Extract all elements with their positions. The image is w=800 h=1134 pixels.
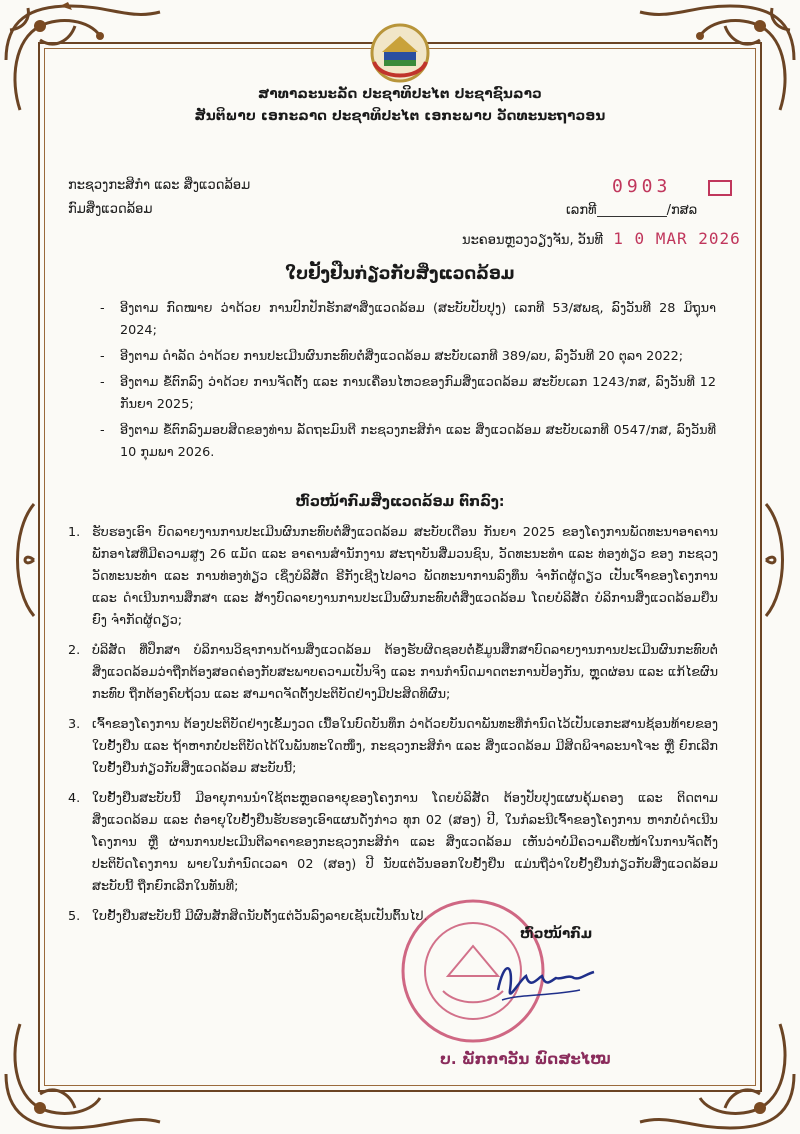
reference-item: - ອີງຕາມ ຂໍ້ຕົກລົງມອບສິດຂອງທ່ານ ລັດຖະມົນຕີ ກະຊວງກະສິກຳ ແລະ ສິ່ງແວດລ້ອມ ສະບັບເລກທີ 0547/ກສ, ລົງວັນທີ 10 ກຸມພາ 2026. (100, 423, 716, 460)
document-title: ໃບຢັ້ງຢືນກ່ຽວກັບສິ່ງແວດລ້ອມ (285, 264, 515, 283)
place-and-date (462, 229, 741, 248)
article-item (68, 788, 718, 898)
decision-heading: ຫົວໜ້າກົມສິ່ງແວດລ້ອມ ຕົກລົງ: (295, 494, 505, 510)
issuing-department: ກົມສິ່ງແວດລ້ອມ (68, 202, 153, 217)
article-text: ເຈົ້າຂອງໂຄງການ ຕ້ອງປະຕິບັດຢ່າງເຂັ້ມງວດ ເນື້ອໃນບົດບັນທຶກ ວ່າດ້ວຍບັນດາພັນທະທີ່ກຳນົດໄວ້ເປັນເອກະສານຊ້ອນທ້າຍຂອງໃບຢັ້ງຢືນ ແລະ ຖ້າຫາກບໍ່ປະຕິບັດໄດ້ໃນພັນທະໃດໜຶ່ງ, ກະຊວງກະສິກຳ ແລະ ສິ່ງແວດລ້ອມ ມີສິດພິຈາລະນາໂຈະ ຫຼື ຍົກເລີກໃບຢັ້ງຢືນກ່ຽວກັບສິ່ງແວດລ້ອມ ສະບັບນີ້; (92, 717, 718, 776)
handwritten-signature (490, 950, 600, 1010)
document-number-label: ເລກທີ (566, 203, 597, 218)
article-item (68, 522, 718, 632)
issuing-ministry: ກະຊວງກະສິກຳ ແລະ ສິ່ງແວດລ້ອມ (68, 178, 251, 193)
document-number-suffix: /ກສລ (666, 203, 698, 218)
stamped-date: 1 0 MAR 2026 (613, 229, 741, 248)
national-header-line-2: ສັນຕິພາບ ເອກະລາດ ປະຊາທິປະໄຕ ເອກະພາບ ວັດທະນະຖາວອນ (194, 108, 606, 124)
article-text: ຮັບຮອງເອົາ ບົດລາຍງານການປະເມີນຜົນກະທົບຕໍ່ສິ່ງແວດລ້ອມ ສະບັບເດືອນ ກັນຍາ 2025 ຂອງໂຄງການພັດທະນາອາຄານພັກອາໄສທີ່ມີຄວາມສູງ 26 ແມັດ ແລະ ອາຄານສຳນັກງານ ສະຖາບັນສື່ມວນຊົນ, ວັດທະນະທຳ ແລະ ທ່ອງທ່ຽວ ຂອງ ກະຊວງວັດທະນະທຳ ແລະ ການທ່ອງທ່ຽວ ເຊິ່ງບໍລິສັດ ຣີກັງເຊີງໄປລາວ ພັດທະນາການລົງທຶນ ຈຳກັດຜູ້ດຽວ ເປັນເຈົ້າຂອງໂຄງການ ແລະ ດຳເນີນການສຶກສາ ແລະ ສ້າງບົດລາຍງານການປະເມີນຜົນກະທົບຕໍ່ສິ່ງແວດລ້ອມ ໂດຍບໍລິສັດ ບໍລິການສິ່ງແວດລ້ອມຍືນຍົງ ຈຳກັດຜູ້ດຽວ; (92, 525, 718, 628)
side-ornament-right (756, 500, 796, 620)
signer-name: ບ. ພັກກາວັນ ພົດສະໄໝ (440, 1050, 611, 1068)
place-date-prefix: ນະຄອນຫຼວງວຽງຈັນ, ວັນທີ (462, 233, 604, 248)
document-number-line (566, 203, 697, 218)
article-text: ໃບຢັ້ງຢືນສະບັບນີ້ ມີອາຍຸການນຳໃຊ້ຕະຫຼອດອາຍຸຂອງໂຄງການ ໂດຍບໍລິສັດ ຕ້ອງປັບປຸງແຜນຄຸ້ມຄອງ ແລະ ຕິດຕາມສິ່ງແວດລ້ອມ ແລະ ຕໍ່ອາຍຸໃບຢັ້ງຢືນຮັບຮອງເອົາແຜນດັ່ງກ່າວ ທຸກ 02 (ສອງ) ປີ, ໃນກໍລະນີເຈົ້າຂອງໂຄງການ ຫາກບໍ່ດຳເນີນໂຄງການ ຫຼື ຜ່ານການປະເມີນຕີລາຄາຂອງກະຊວງກະສິກຳ ແລະ ສິ່ງແວດລ້ອມ ເຫັນວ່າບໍ່ມີຄວາມຄືບໜ້າໃນການຈັດຕັ້ງປະຕິບັດໂຄງການ ພາຍໃນກຳນົດເວລາ 02 (ສອງ) ປີ ນັບແຕ່ວັນອອກໃບຢັ້ງຢືນ ແມ່ນຖືວ່າໃບຢັ້ງຢືນກ່ຽວກັບສິ່ງແວດລ້ອມສະບັບນີ້ ຖືກຍົກເລີກໃນທັນທີ; (92, 791, 718, 894)
national-emblem-icon (360, 22, 440, 84)
stamped-document-number: 0903 (612, 176, 672, 197)
corner-ornament-top-right (630, 0, 800, 120)
reference-item: - ອີງຕາມ ດຳລັດ ວ່າດ້ວຍ ການປະເມີນຜົນກະທົບຕໍ່ສິ່ງແວດລ້ອມ ສະບັບເລກທີ 389/ລບ, ລົງວັນທີ 20 ຕຸລາ 2022; (100, 349, 684, 364)
articles-list (68, 522, 718, 936)
document-number-blank (597, 204, 667, 217)
article-text: ບໍລິສັດ ທີ່ປຶກສາ ບໍລິການວິຊາການດ້ານສິ່ງແວດລ້ອມ ຕ້ອງຮັບຜິດຊອບຕໍ່ຂໍ້ມູນສຶກສາບົດລາຍງານການປະເມີນຜົນກະທົບຕໍ່ສິ່ງແວດລ້ອມວ່າຖືກຕ້ອງສອດຄ່ອງກັບສະພາບຄວາມເປັນຈິງ ແລະ ການກຳນົດມາດຕະການປ້ອງກັນ, ຫຼຸດຜ່ອນ ແລະ ແກ້ໄຂຜົນກະທົບ ຖືກຕ້ອງຄົບຖ້ວນ ແລະ ສາມາດຈັດຕັ້ງປະຕິບັດຢ່າງມີປະສິດທິຜົນ; (92, 643, 718, 702)
corner-ornament-bottom-right (630, 1014, 800, 1134)
reference-text: ອີງຕາມ ດຳລັດ ວ່າດ້ວຍ ການປະເມີນຜົນກະທົບຕໍ່ສິ່ງແວດລ້ອມ ສະບັບເລກທີ 389/ລບ, ລົງວັນທີ 20 ຕຸລາ 2022; (120, 349, 684, 364)
national-header-line-1: ສາທາລະນະລັດ ປະຊາທິປະໄຕ ປະຊາຊົນລາວ (258, 86, 542, 102)
legal-references (96, 298, 716, 468)
article-number: 3. (68, 717, 81, 732)
article-item (68, 714, 718, 780)
article-text: ໃບຢັ້ງຢືນສະບັບນີ້ ມີຜົນສັກສິດນັບຕັ້ງແຕ່ວັນລົງລາຍເຊັນເປັນຕົ້ນໄປ. (92, 909, 428, 924)
article-item (68, 906, 718, 928)
article-number: 2. (68, 643, 81, 658)
reference-item: - ອີງຕາມ ກົດໝາຍ ວ່າດ້ວຍ ການປົກປັກຮັກສາສິ່ງແວດລ້ອມ (ສະບັບປັບປຸງ) ເລກທີ 53/ສພຊ, ລົງວັນທີ 28 ມິຖຸນາ 2024; (100, 301, 716, 338)
corner-ornament-bottom-left (0, 1014, 170, 1134)
reference-item: - ອີງຕາມ ຂໍ້ຕົກລົງ ວ່າດ້ວຍ ການຈັດຕັ້ງ ແລະ ການເຄື່ອນໄຫວຂອງກົມສິ່ງແວດລ້ອມ ສະບັບເລກ 1243/ກສ, ລົງວັນທີ 12 ກັນຍາ 2025; (100, 375, 716, 412)
article-number: 4. (68, 791, 81, 806)
article-number: 5. (68, 909, 81, 924)
article-number: 1. (68, 525, 81, 540)
corner-ornament-top-left (0, 0, 170, 120)
side-ornament-left (4, 500, 44, 620)
stamp-mark (708, 180, 732, 196)
article-item (68, 640, 718, 706)
reference-text: ອີງຕາມ ຂໍ້ຕົກລົງ ວ່າດ້ວຍ ການຈັດຕັ້ງ ແລະ ການເຄື່ອນໄຫວຂອງກົມສິ່ງແວດລ້ອມ ສະບັບເລກ 1243/ກສ, ລົງວັນທີ 12 ກັນຍາ 2025; (120, 375, 716, 412)
reference-text: ອີງຕາມ ກົດໝາຍ ວ່າດ້ວຍ ການປົກປັກຮັກສາສິ່ງແວດລ້ອມ (ສະບັບປັບປຸງ) ເລກທີ 53/ສພຊ, ລົງວັນທີ 28 ມິຖຸນາ 2024; (120, 301, 716, 338)
signatory-title: ຫົວໜ້າກົມ (520, 926, 593, 942)
reference-text: ອີງຕາມ ຂໍ້ຕົກລົງມອບສິດຂອງທ່ານ ລັດຖະມົນຕີ ກະຊວງກະສິກຳ ແລະ ສິ່ງແວດລ້ອມ ສະບັບເລກທີ 0547/ກສ, ລົງວັນທີ 10 ກຸມພາ 2026. (120, 423, 716, 460)
